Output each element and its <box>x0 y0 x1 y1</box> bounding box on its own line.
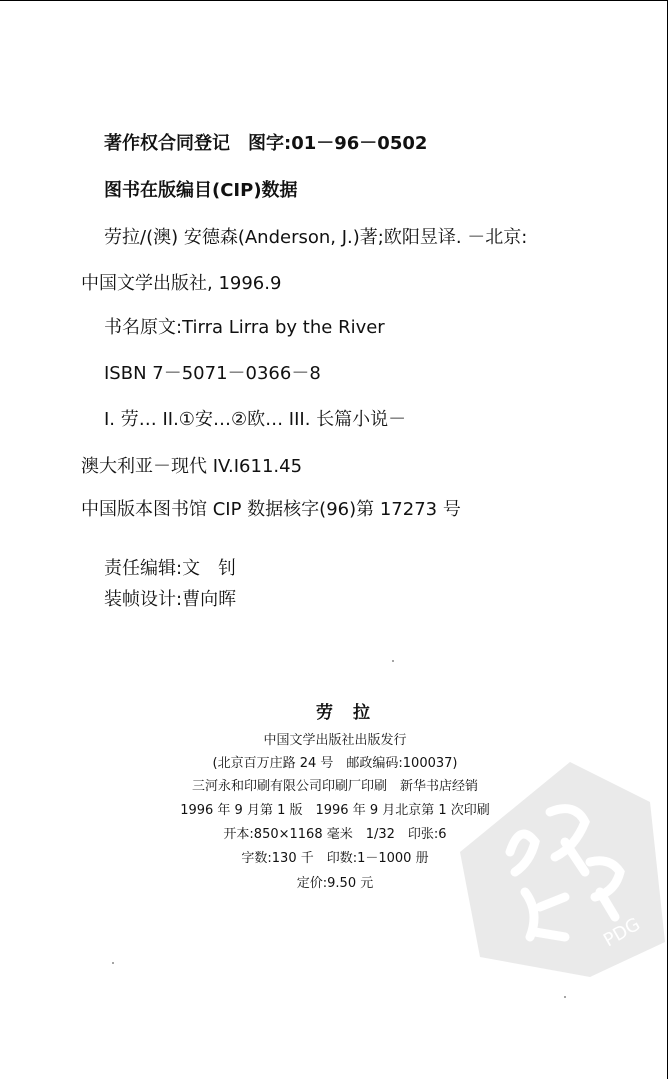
colophon-counts: 字数:130 千 印数:1－1000 册 <box>241 851 429 866</box>
colophon-edition: 1996 年 9 月第 1 版 1996 年 9 月北京第 1 次印刷 <box>180 803 490 818</box>
colophon-title: 劳拉 <box>316 703 390 723</box>
colophon-publisher: 中国文学出版社出版发行 <box>263 733 407 748</box>
scan-speck <box>392 660 394 662</box>
colophon-format: 开本:850×1168 毫米 1/32 印张:6 <box>223 827 447 842</box>
cip-classification-2: 澳大利亚－现代 IV.I611.45 <box>81 456 303 477</box>
cip-original-title: 书名原文:Tirra Lirra by the River <box>104 317 385 338</box>
cip-heading: 图书在版编目(CIP)数据 <box>104 180 298 201</box>
colophon-price: 定价:9.50 元 <box>296 876 374 891</box>
copyright-registration: 著作权合同登记 图字:01－96－0502 <box>104 133 428 154</box>
cip-line-2: 中国文学出版社, 1996.9 <box>81 273 282 294</box>
colophon-printer: 三河永和印刷有限公司印刷厂印刷 新华书店经销 <box>191 779 478 794</box>
cip-isbn: ISBN 7－5071－0366－8 <box>104 363 321 384</box>
page-border-top <box>0 0 668 1</box>
cip-verification: 中国版本图书馆 CIP 数据核字(96)第 17273 号 <box>81 499 461 520</box>
scan-speck <box>112 962 114 964</box>
cip-classification-1: I. 劳… II.①安…②欧… III. 长篇小说－ <box>104 409 407 430</box>
scan-speck <box>564 996 566 998</box>
watermark-seal <box>440 742 670 982</box>
cip-line-1: 劳拉/(澳) 安德森(Anderson, J.)著;欧阳昱译. －北京: <box>104 227 528 248</box>
colophon-address: (北京百万庄路 24 号 邮政编码:100037) <box>212 756 458 771</box>
credit-designer: 装帧设计:曹向晖 <box>104 589 237 610</box>
watermark-label: PDG <box>600 913 644 952</box>
credit-editor: 责任编辑:文 钊 <box>104 558 237 579</box>
